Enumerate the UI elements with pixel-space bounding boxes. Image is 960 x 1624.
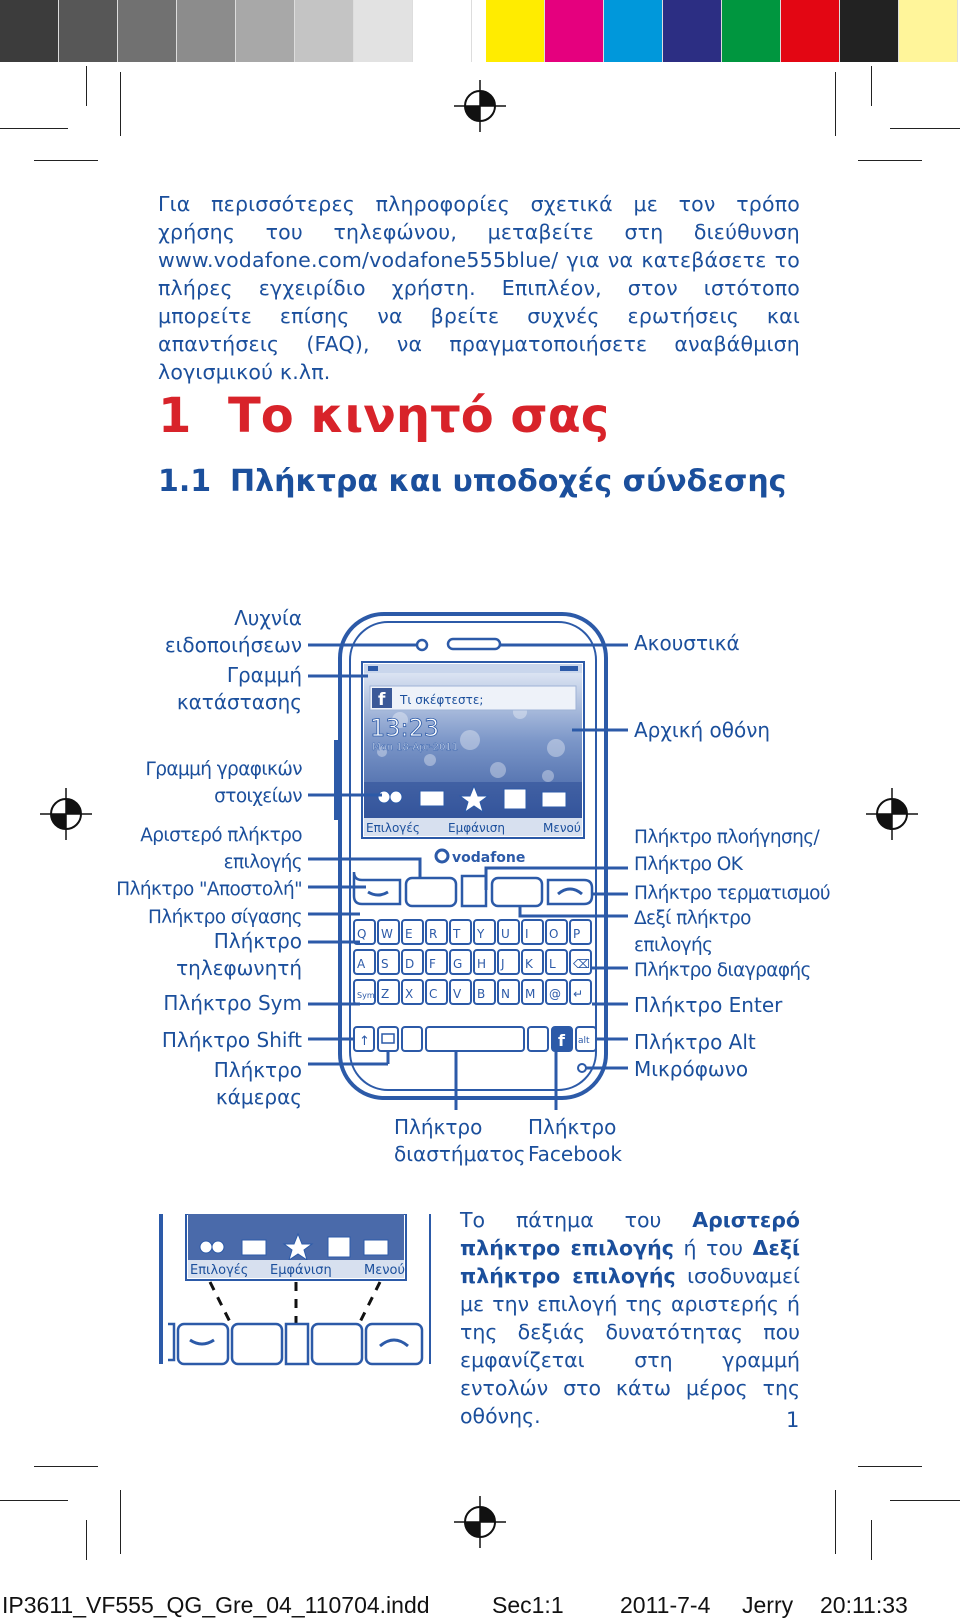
keyboard-key-label: A xyxy=(357,957,366,971)
label-delete-key: Πλήκτρο διαγραφής xyxy=(634,960,811,981)
keyboard-key-label: S xyxy=(381,957,389,971)
text-run: Το πάτημα του xyxy=(460,1208,693,1232)
crop-mark xyxy=(120,1490,121,1554)
gray-swatch xyxy=(413,0,472,62)
softkey-detail-illustration xyxy=(154,1214,436,1366)
crop-mark xyxy=(835,1490,836,1554)
slug-author: Jerry xyxy=(742,1592,794,1618)
slug-date: 2011-7-4 xyxy=(620,1592,711,1618)
gray-swatch xyxy=(177,0,236,62)
label-send-key: Πλήκτρο "Αποστολή" xyxy=(116,879,302,900)
label-right-soft-key xyxy=(634,905,751,959)
green-swatch xyxy=(722,0,781,62)
keyboard-key-label: ↵ xyxy=(573,987,584,1001)
crop-mark xyxy=(0,1500,68,1501)
left-soft-key xyxy=(232,1324,282,1364)
alt-label-icon: alt xyxy=(578,1036,590,1046)
label-camera-key xyxy=(214,1057,302,1111)
label-line: Γραμμή γραφικών xyxy=(145,759,302,780)
keyboard-key-label: I xyxy=(525,927,529,941)
label-enter-key: Πλήκτρο Enter xyxy=(634,993,783,1017)
crop-mark xyxy=(835,72,836,136)
gray-swatch xyxy=(236,0,295,62)
label-line: Πλήκτρο πλοήγησης/ xyxy=(634,827,820,848)
keyboard-key-label: @ xyxy=(549,987,561,1001)
label-line: ειδοποιήσεων xyxy=(164,633,302,657)
label-home-screen: Αρχική οθόνη xyxy=(634,718,771,742)
clock-date: Mon 18-Apr-2011 xyxy=(372,742,459,753)
crop-mark xyxy=(871,1520,872,1560)
gray-swatch xyxy=(354,0,413,62)
crop-mark xyxy=(0,128,68,129)
blue-swatch xyxy=(663,0,722,62)
gray-swatch xyxy=(59,0,118,62)
crop-mark xyxy=(86,1520,87,1560)
label-facebook-key xyxy=(528,1114,622,1168)
label-line: κάμερας xyxy=(215,1085,302,1109)
keyboard-key-label: B xyxy=(477,987,486,1001)
keyboard-key-label: Q xyxy=(357,927,367,941)
keyboard-key-label: M xyxy=(525,987,536,1001)
section-heading xyxy=(158,464,786,499)
label-nav-key xyxy=(634,824,819,878)
crop-mark xyxy=(34,1466,98,1467)
chapter-number: 1 xyxy=(158,388,192,444)
right-soft-key xyxy=(312,1324,362,1364)
keyboard-key-label: F xyxy=(429,957,436,971)
earpiece xyxy=(448,639,500,649)
microphone xyxy=(578,1064,586,1072)
red-swatch xyxy=(781,0,840,62)
label-left-soft-key xyxy=(140,822,302,876)
keyboard-key-label: G xyxy=(453,957,463,971)
keyboard-key-label: J xyxy=(501,957,505,971)
softkey-explanation xyxy=(460,1206,800,1430)
label-volume-key: Πλήκτρο σίγασης xyxy=(147,907,302,928)
label-end-key: Πλήκτρο τερματισμού xyxy=(634,883,830,904)
nav-ok-key xyxy=(286,1324,308,1364)
softkey-center-label: Εμφάνιση xyxy=(270,1263,332,1278)
keyboard-key-label: H xyxy=(477,957,487,971)
bold-term: Αριστερό πλήκτρο επιλογής xyxy=(460,1208,800,1260)
softkey-left-label: Επιλογές xyxy=(366,821,420,835)
chapter-heading xyxy=(158,388,609,444)
crop-mark xyxy=(120,72,121,136)
crop-mark xyxy=(86,66,87,106)
notification-led xyxy=(417,640,427,650)
label-line: Πλήκτρο xyxy=(213,1058,302,1082)
brand-logo: vodafone xyxy=(452,850,526,866)
softkey-left-label: Επιλογές xyxy=(190,1263,249,1278)
yellow-swatch xyxy=(486,0,545,62)
keyboard-key-label: L xyxy=(549,957,556,971)
label-line: Γραμμή xyxy=(226,663,302,687)
color-swatch-bar xyxy=(486,0,958,62)
status-bar xyxy=(364,664,582,673)
crop-mark xyxy=(890,128,960,129)
label-status-bar xyxy=(177,662,302,716)
label-space-key xyxy=(394,1114,526,1168)
label-sym-key: Πλήκτρο Sym xyxy=(163,991,302,1015)
label-line: τηλεφωνητή xyxy=(176,956,302,980)
keyboard-key-label: W xyxy=(381,927,393,941)
section-title: Πλήκτρα και υποδοχές σύνδεσης xyxy=(230,464,787,499)
text-run: ή του xyxy=(673,1236,753,1260)
left-soft-key xyxy=(406,878,456,906)
section-number: 1.1 xyxy=(158,464,212,499)
keyboard-key-label: U xyxy=(501,927,510,941)
slug-section: Sec1:1 xyxy=(492,1592,564,1618)
label-line: κατάστασης xyxy=(176,690,302,714)
magenta-swatch xyxy=(545,0,604,62)
crop-mark xyxy=(871,66,872,106)
keyboard-key-label: C xyxy=(429,987,438,1001)
softkey-right-label: Μενού xyxy=(364,1263,405,1278)
keyboard-key-label: E xyxy=(405,927,413,941)
bold-term: Δεξί πλήκτρο επιλογής xyxy=(460,1236,800,1288)
fb-prompt: Τι σκέφτεστε; xyxy=(400,693,484,707)
facebook-icon: f xyxy=(558,1031,565,1050)
intro-paragraph: Για περισσότερες πληροφορίες σχετικά με τον τρόπο χρήσης του τηλεφώνου, μεταβείτε στη διεύθυνση www.vodafone.com/vodafone555blue/ για να κατεβάσετε το πλήρες εγχειρίδιο χρήστη. Επιπλέον, στον ιστότοπο μπορείτε επίσης να βρείτε συχνές ερωτήσεις και απαντήσεις (FAQ), να πραγματοποιήσετε αναβάθμιση λογισμικού κ.λπ. xyxy=(158,192,800,384)
crop-mark xyxy=(34,160,98,161)
cyan-swatch xyxy=(604,0,663,62)
slug-time: 20:11:33 xyxy=(820,1592,908,1618)
label-line: Πλήκτρο OK xyxy=(634,854,743,875)
keyboard-key-label: P xyxy=(573,927,581,941)
label-line: επιλογής xyxy=(223,852,302,873)
keyboard-key-label: K xyxy=(525,957,533,971)
keyboard-key-label: V xyxy=(453,987,462,1001)
gray-swatch xyxy=(295,0,354,62)
label-earpiece: Ακουστικά xyxy=(634,631,740,655)
registration-mark-icon xyxy=(454,80,506,132)
keyboard-key-label: X xyxy=(405,987,414,1001)
grayscale-bar xyxy=(0,0,472,62)
softkey-center-label: Εμφάνιση xyxy=(448,821,506,835)
gray-swatch xyxy=(118,0,177,62)
crop-mark xyxy=(890,1500,960,1501)
keyboard-key-label: R xyxy=(429,927,438,941)
right-soft-key xyxy=(492,878,542,906)
label-alt-key: Πλήκτρο Alt xyxy=(634,1030,756,1054)
chapter-title: Το κινητό σας xyxy=(228,388,610,444)
keyboard-key-label: O xyxy=(549,927,559,941)
keyboard-key-label: ⌫ xyxy=(573,957,590,971)
label-line: Facebook xyxy=(528,1142,622,1166)
crop-mark xyxy=(858,1466,922,1467)
label-notification-led xyxy=(165,605,302,659)
label-line: στοιχείων xyxy=(214,786,302,807)
keyboard-key-label: N xyxy=(501,987,510,1001)
shift-arrow-icon: ↑ xyxy=(359,1034,370,1049)
keyboard-key-label: T xyxy=(453,927,461,941)
keyboard-key-label: Sym xyxy=(357,991,375,1000)
registration-mark-icon xyxy=(454,1496,506,1548)
label-widget-bar xyxy=(146,756,302,810)
nav-ok-key xyxy=(462,876,486,906)
keyboard-key-label: Z xyxy=(381,987,390,1001)
label-line: Πλήκτρο xyxy=(394,1115,483,1139)
label-phonebook-key xyxy=(176,928,302,982)
page-number: 1 xyxy=(786,1408,800,1432)
svg-text:f: f xyxy=(378,690,386,710)
label-line: διαστήματος xyxy=(394,1142,526,1166)
crop-mark xyxy=(858,160,922,161)
label-shift-key: Πλήκτρο Shift xyxy=(161,1028,302,1052)
text-run: ισοδυναμεί με την επιλογή της αριστερής ή της δεξιάς δυνατότητας που εμφανίζεται στη γραμμή εντολών στο κάτω μέρος της οθόνης. xyxy=(460,1264,800,1428)
clock-time: 13:23 xyxy=(370,714,440,742)
label-line: επιλογής xyxy=(634,935,713,956)
label-line: Λυχνία xyxy=(234,606,302,630)
softkey-right-label: Μενού xyxy=(543,821,581,835)
end-key xyxy=(366,1324,422,1364)
keyboard-key-label: D xyxy=(405,957,415,971)
space-key xyxy=(426,1027,524,1051)
keyboard-key-label: Y xyxy=(477,927,485,941)
label-line: Δεξί πλήκτρο xyxy=(634,908,751,929)
camera-key xyxy=(378,1027,398,1051)
gray-swatch xyxy=(0,0,59,62)
label-microphone: Μικρόφωνο xyxy=(634,1057,749,1081)
slug-file: IP3611_VF555_QG_Gre_04_110704.indd xyxy=(2,1592,430,1618)
label-line: Αριστερό πλήκτρο xyxy=(140,825,302,846)
end-key xyxy=(548,880,592,904)
label-line: Πλήκτρο xyxy=(213,929,302,953)
label-line: Πλήκτρο xyxy=(528,1115,617,1139)
light-yellow-swatch xyxy=(899,0,958,62)
black-swatch xyxy=(840,0,899,62)
